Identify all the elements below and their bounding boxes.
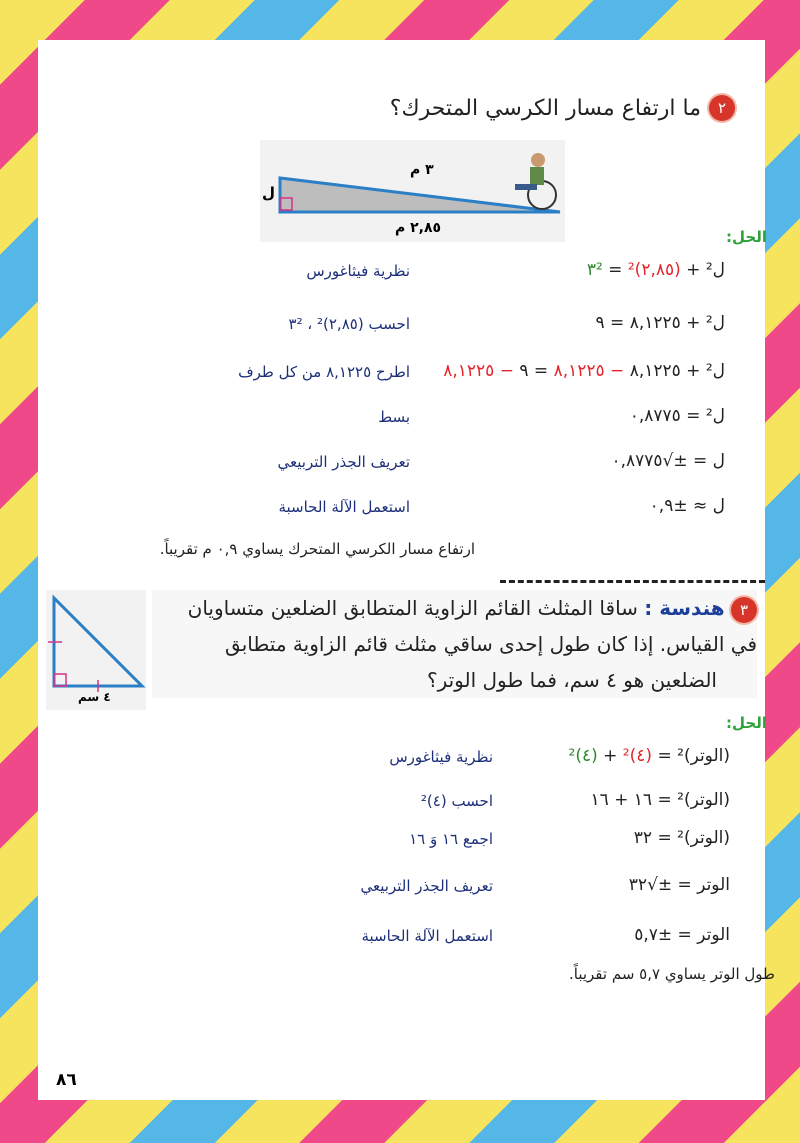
step-reason: نظرية فيثاغورس	[389, 748, 493, 766]
equation	[634, 925, 730, 945]
height-label: ل	[262, 184, 276, 202]
equation-part: − ٨,١٢٢٥	[553, 361, 625, 381]
equation-part: ل = ±√٠,٨٧٧٥	[611, 451, 725, 471]
equation-part: = ٩	[513, 361, 554, 381]
equation-part: (الوتر)² = ١٦ + ١٦	[590, 790, 730, 810]
equation	[611, 451, 725, 471]
question-3-line: ساقا المثلث القائم الزاوية المتطابق الضلعين متساويان	[187, 596, 638, 620]
equation-part: ل² +	[680, 260, 725, 280]
step-reason: استعمل الآلة الحاسبة	[278, 498, 410, 516]
equation-part: (الوتر)² = ٣٢	[633, 828, 730, 848]
conclusion: ارتفاع مسار الكرسي المتحرك يساوي ٠,٩ م تقريباً.	[159, 540, 475, 558]
equation	[634, 828, 730, 848]
triangle-figure	[46, 590, 146, 710]
question-2-title: ما ارتفاع مسار الكرسي المتحرك؟	[389, 95, 701, 121]
equation	[568, 746, 730, 766]
step-reason: بسط	[378, 408, 410, 426]
side-label: ٤ سم	[78, 690, 111, 704]
step-reason: اطرح ٨,١٢٢٥ من كل طرف	[238, 363, 410, 381]
question-number-badge: ٢	[709, 95, 735, 121]
equation-part: ٣²	[586, 260, 603, 280]
equation-part: الوتر = ±√٣٢	[628, 875, 730, 895]
question-3-line: الضلعين هو ٤ سم، فما طول الوتر؟	[426, 668, 717, 692]
step-reason: نظرية فيثاغورس	[306, 262, 410, 280]
question-3-title: هندسة :	[644, 596, 725, 620]
equation-part: (٢,٨٥)²	[627, 260, 681, 280]
equation-part: ل² + ٨,١٢٢٥	[624, 361, 725, 381]
equation-part: (٤)²	[568, 746, 598, 766]
equation	[587, 260, 725, 280]
question-number-badge: ٣	[731, 597, 757, 623]
equation-part: ل ≈ ±٠,٩	[649, 496, 725, 516]
page	[38, 40, 775, 1100]
equation-part: +	[597, 746, 623, 766]
question-3-text	[152, 590, 757, 698]
equation-part: ل² + ٨,١٢٢٥ = ٩	[595, 313, 725, 333]
step-reason: احسب (٤)²	[420, 792, 493, 810]
hypotenuse-label: ٣ م	[410, 162, 434, 178]
equation-part: =	[602, 260, 628, 280]
divider	[500, 580, 765, 583]
equation	[650, 496, 725, 516]
equation	[629, 875, 730, 895]
equation	[590, 790, 730, 810]
step-reason: استعمل الآلة الحاسبة	[361, 927, 493, 945]
step-reason: اجمع ١٦ وَ ١٦	[409, 830, 493, 848]
question-2-header	[390, 95, 735, 121]
equation	[443, 361, 725, 381]
conclusion: طول الوتر يساوي ٥,٧ سم تقريباً.	[568, 965, 775, 983]
ramp-figure	[260, 140, 565, 242]
solution-label: الحل:	[726, 714, 767, 732]
solution-label: الحل:	[726, 228, 767, 246]
equation-part: ل² = ٠,٨٧٧٥	[629, 406, 725, 426]
step-reason: احسب (٢,٨٥)² ، ٣²	[288, 315, 410, 333]
step-reason: تعريف الجذر التربيعي	[360, 877, 493, 895]
equation-part: − ٨,١٢٢٥	[443, 361, 514, 381]
equation-part: الوتر = ±٥,٧	[634, 925, 730, 945]
step-reason: تعريف الجذر التربيعي	[277, 453, 410, 471]
base-label: ٢,٨٥ م	[395, 220, 442, 236]
page-number: ٨٦	[56, 1070, 77, 1090]
question-3-line: في القياس. إذا كان طول إحدى ساقي مثلث قائم الزاوية متطابق	[225, 632, 757, 656]
equation	[595, 313, 725, 333]
wheelchair-icon	[515, 153, 556, 209]
equation	[630, 406, 725, 426]
equation-part: (٤)²	[622, 746, 653, 766]
equation-part: (الوتر)² =	[652, 746, 730, 766]
